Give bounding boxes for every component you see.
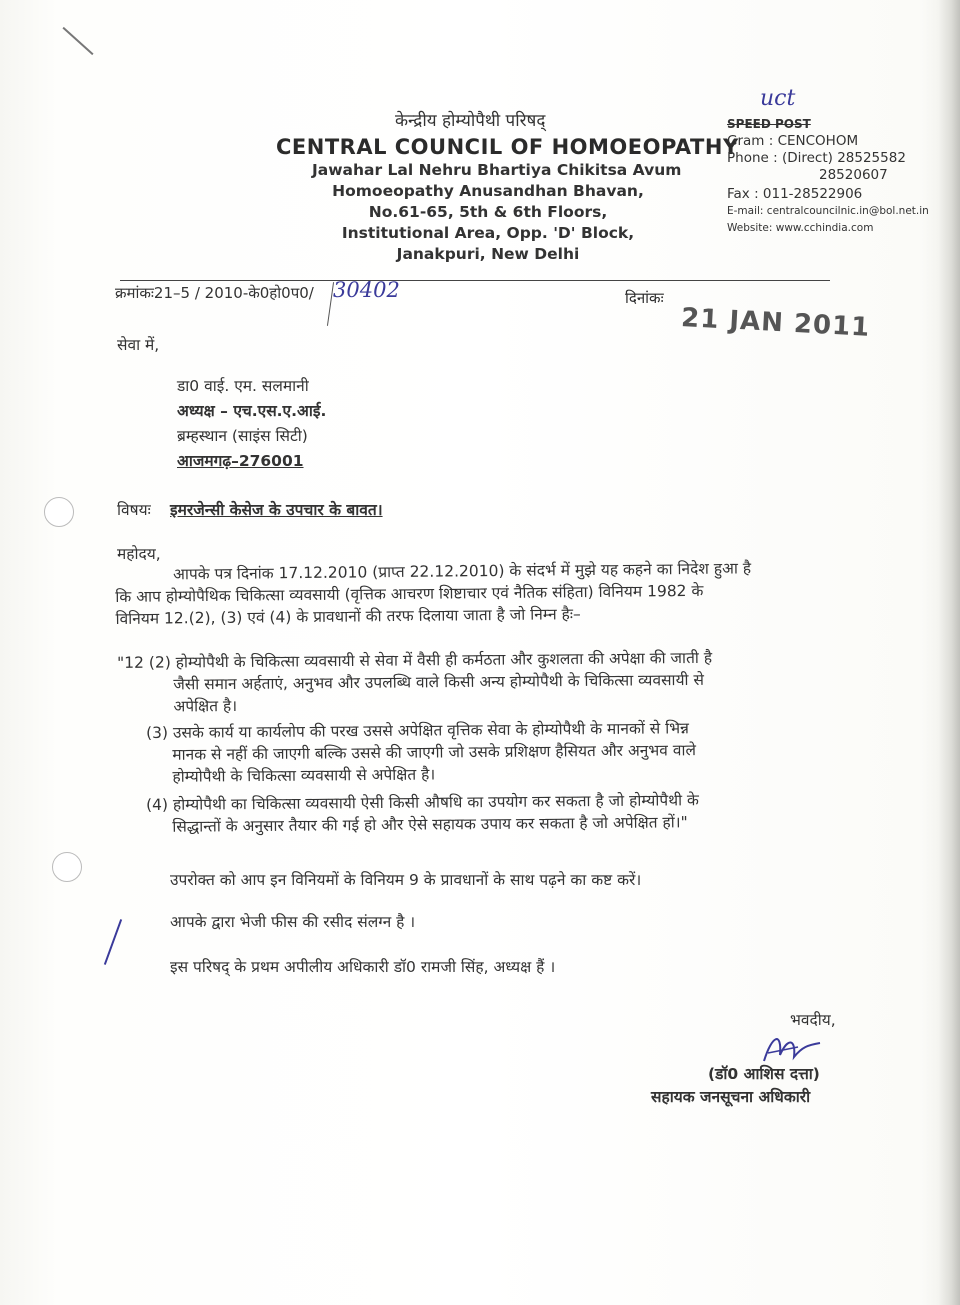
recipient-city: आजमगढ़–276001 bbox=[177, 452, 304, 470]
address-line: Jawahar Lal Nehru Bhartiya Chikitsa Avum bbox=[312, 161, 682, 179]
clause-line: होम्योपैथी के चिकित्सा व्यवसायी से अपेक्षित है। bbox=[172, 765, 436, 786]
clause-4 bbox=[146, 789, 699, 838]
gram-line: Gram : CENCOHOM bbox=[727, 133, 859, 149]
email-line: E-mail: centralcouncilnic.in@bol.net.in bbox=[727, 205, 929, 217]
address-line: Janakpuri, New Delhi bbox=[396, 245, 580, 263]
clause-3 bbox=[146, 717, 696, 788]
para-receipt: आपके द्वारा भेजी फीस की रसीद संलग्न है । bbox=[170, 913, 416, 931]
recipient-title: अध्यक्ष – एच.एस.ए.आई. bbox=[177, 402, 327, 420]
corner-pencil-mark bbox=[62, 27, 93, 55]
clause-line: मानक से नहीं की जाएगी बल्कि उससे की जाएगी जो उसके प्रशिक्षण हैसियत और अनुभव वाले bbox=[172, 741, 697, 764]
signatory-name: (डॉ0 आशिस दत्ता) bbox=[708, 1065, 820, 1083]
signatory-designation: सहायक जनसूचना अधिकारी bbox=[651, 1088, 811, 1106]
intro-line: विनियम 12.(2), (3) एवं (4) के प्रावधानों की तरफ दिलाया जाता है जो निम्न हैः– bbox=[115, 605, 581, 628]
website-line: Website: www.cchindia.com bbox=[727, 222, 874, 234]
clause-2 bbox=[117, 647, 713, 718]
clause-line: सिद्धान्तों के अनुसार तैयार की गई हो और ऐसे सहायक उपाय कर सकता है जो अपेक्षित हों।" bbox=[172, 813, 688, 836]
fax-line: Fax : 011-28522906 bbox=[727, 186, 863, 202]
subject-label: विषयः bbox=[117, 501, 151, 519]
margin-pen-mark bbox=[104, 919, 122, 965]
subject-text: इमरजेन्सी केसेज के उपचार के बावत। bbox=[170, 501, 383, 519]
recipient-address: ब्रम्हस्थान (साइंस सिटी) bbox=[177, 427, 308, 445]
phone-line: Phone : (Direct) 28525582 bbox=[727, 150, 906, 166]
punch-hole-bottom bbox=[52, 852, 82, 882]
intro-paragraph bbox=[115, 557, 752, 630]
clause-line: "12 (2) होम्योपैथी के चिकित्सा व्यवसायी से सेवा में वैसी ही कर्मठता और कुशलता की अपेक्षा की जाती है bbox=[117, 648, 713, 672]
contact-block bbox=[727, 116, 929, 237]
clause-line: जैसी समान अर्हताएं, अनुभव और उपलब्धि वाले किसी अन्य होम्योपैथी के चिकित्सा व्यवसायी से bbox=[173, 670, 705, 694]
intro-line: आपके पत्र दिनांक 17.12.2010 (प्राप्त 22.12.2010) के संदर्भ में मुझे यह कहने का निदेश हुआ है bbox=[173, 559, 752, 584]
intro-line: कि आप होम्योपैथिक चिकित्सा व्यवसायी (वृत्तिक आचरण शिष्टाचार एवं नैतिक संहिता) विनियम 1982 के bbox=[115, 581, 704, 606]
closing: भवदीय, bbox=[790, 1011, 836, 1029]
clause-line: (4) होम्योपैथी का चिकित्सा व्यवसायी ऐसी किसी औषधि का उपयोग कर सकता है जो होम्योपैथी के bbox=[146, 791, 699, 814]
address-line: Institutional Area, Opp. 'D' Block, bbox=[341, 224, 635, 242]
speed-post-label: SPEED POST bbox=[727, 117, 811, 131]
page-edge-shadow bbox=[938, 0, 960, 1305]
header-rule bbox=[120, 280, 830, 281]
org-name: CENTRAL COUNCIL OF HOMOEOPATHY bbox=[276, 135, 739, 159]
salutation-to: सेवा में, bbox=[117, 336, 160, 354]
handwritten-note: uct bbox=[760, 86, 796, 111]
recipient-name: डा0 वाई. एम. सलमानी bbox=[177, 377, 309, 395]
address-line: Homoeopathy Anusandhan Bhavan, bbox=[332, 182, 644, 200]
reference-number: 30402 bbox=[333, 278, 400, 302]
date-stamp: 21 JAN 2011 bbox=[680, 303, 871, 343]
greeting: महोदय, bbox=[117, 545, 161, 563]
hindi-org-name: केन्द्रीय होम्योपैथी परिषद् bbox=[395, 111, 546, 131]
ref-divider-mark bbox=[327, 282, 334, 326]
org-address bbox=[312, 160, 682, 265]
date-label: दिनांकः bbox=[625, 289, 664, 307]
address-line: No.61-65, 5th & 6th Floors, bbox=[368, 203, 608, 221]
para-read-with: उपरोक्त को आप इन विनियमों के विनियम 9 के प्रावधानों के साथ पढ़ने का कष्ट करें। bbox=[170, 871, 642, 889]
phone-line-2: 28520607 bbox=[819, 167, 888, 183]
punch-hole-top bbox=[44, 497, 74, 527]
clause-line: अपेक्षित है। bbox=[173, 696, 238, 716]
para-appeal: इस परिषद् के प्रथम अपीलीय अधिकारी डॉ0 रामजी सिंह, अध्यक्ष हैं । bbox=[170, 958, 556, 976]
reference-label: क्रमांकः21–5 / 2010-के0हो0प0/ bbox=[115, 284, 314, 302]
clause-line: (3) उसके कार्य या कार्यलोप की परख उससे अपेक्षित वृत्तिक सेवा के होम्योपैथी के मानकों से भिन्न bbox=[146, 719, 689, 742]
